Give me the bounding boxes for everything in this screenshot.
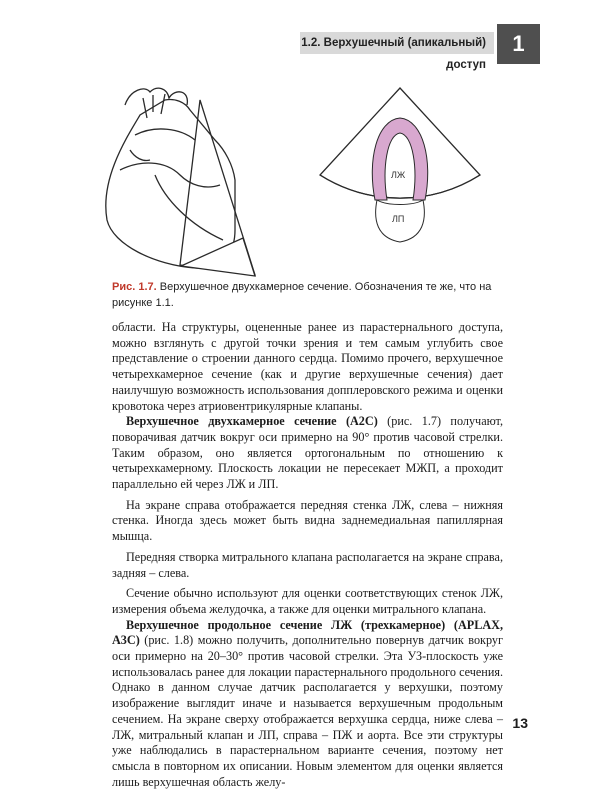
paragraph: Передняя створка митрального клапана располагается на экране справа, задняя – слева. [112,549,503,580]
paragraph-text: (рис. 1.7) получают, поворачивая датчик вокруг оси примерно на 90° против часовой стрелки. Таким образом, оно является ортогональным по отношению к четырехкамерному. Плоскость локации не пересекает МЖП, а проходит параллельно ей через ЛЖ и ЛП. [112,414,504,492]
label-lv: ЛЖ [391,170,406,180]
paragraph: На экране справа отображается передняя стенка ЛЖ, слева – нижняя стенка. Иногда здесь может быть видна заднемедиальная папиллярная мышца. [112,497,503,544]
paragraph: области. На структуры, оцененные ранее из парастернального доступа, можно взглянуть с другой точки зрения и тем самым углубить свое представление о строении данного сердца. Помимо прочего, верхушечное четырехкамерное сечение (как и другие верхушечные сечения) дает наилучшую возможность использования допплеровского режима и оценки кровотока через атриовентрикулярные клапаны. [112,320,503,413]
heart-outline-drawing [106,88,235,268]
figure-illustration [95,80,515,290]
section-title: 1.2. Верхушечный (апикальный) доступ [301,37,486,71]
paragraph [112,618,503,790]
term-a2c: Верхушечное двухкамерное сечение (A2C) [126,414,378,429]
paragraph: Сечение обычно используют для оценки соответствующих стенок ЛЖ, измерения объема желудочка, а также для оценки митрального клапана. [112,586,503,616]
page-number: 13 [512,715,528,731]
ultrasound-sector [320,88,480,198]
caption-text: Верхушечное двухкамерное сечение. Обозначения те же, что на рисунке 1.1. [112,281,492,309]
chapter-number-badge: 1 [497,24,540,64]
paragraph [112,414,503,493]
paragraph-text: (рис. 1.8) можно получить, дополнительно повернув датчик вокруг оси примерно на 20–30° против часовой стрелки. Эта УЗ-плоскость уже использовалась ранее для локации парастернального продольного сечения. Однако в данном случае датчик располагается у верхушки, поэтому изображение выглядит иначе и называется верхушечным продольным сечением. На экране сверху отображается верхушка сердца, ниже слева – ЛЖ, митральный клапан и ЛП, справа – ПЖ и аорта. Все эти структуры уже наблюдались в парастернальном варианте сечения, поэтому нет смысла в повторном их описании. Новым элементом для оценки является лишь верхушечная область желу- [112,633,503,789]
term-a3c: Верхушечное продольное сечение ЛЖ (трехкамерное) (APLAX, A3C) [112,617,503,648]
figure-caption [112,279,502,311]
caption-label: Рис. 1.7. [112,281,157,293]
body-text [112,320,503,790]
label-la: ЛП [392,214,405,224]
figure-1-7 [95,80,515,290]
